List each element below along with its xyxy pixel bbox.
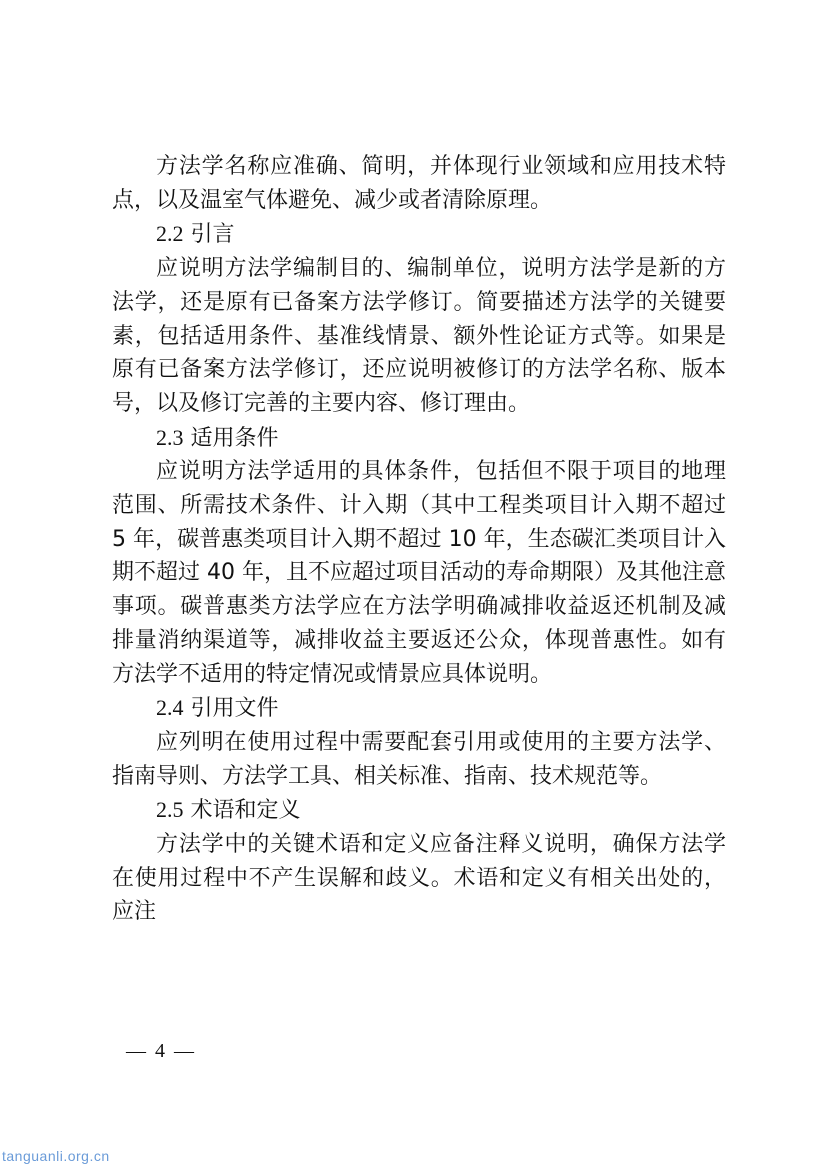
paragraph-method-name: 方法学名称应准确、简明，并体现行业领域和应用技术特点，以及温室气体避免、减少或者清除原理。 <box>112 154 726 213</box>
section-number: 2.5 <box>156 797 184 823</box>
section-number: 2.3 <box>156 424 184 450</box>
page-number: — 4 — <box>126 1040 196 1062</box>
section-heading-2-5 <box>112 793 726 828</box>
section-title: 适用条件 <box>190 425 279 451</box>
paragraph-applicability: 应说明方法学适用的具体条件，包括但不限于项目的地理范围、所需技术条件、计入期（其中工程类项目计入期不超过 5 年，碳普惠类项目计入期不超过 10 年，生态碳汇类项目计入期不超过 40 年，且不应超过项目活动的寿命期限）及其他注意事项。碳普惠类方法学应在方法学明确减排收益返还机制及减排量消纳渠道等，减排收益主要返还公众，体现普惠性。如有方法学不适用的特定情况或情景应具体说明。 <box>112 459 726 687</box>
paragraph-introduction: 应说明方法学编制目的、编制单位，说明方法学是新的方法学，还是原有已备案方法学修订。简要描述方法学的关键要素，包括适用条件、基准线情景、额外性论证方式等。如果是原有已备案方法学修订，还应说明被修订的方法学名称、版本号，以及修订完善的主要内容、修订理由。 <box>112 256 726 416</box>
document-body <box>112 150 726 929</box>
section-number: 2.2 <box>156 221 184 247</box>
paragraph-terms: 方法学中的关键术语和定义应备注释义说明，确保方法学在使用过程中不产生误解和歧义。术语和定义有相关出处的，应注 <box>112 832 726 925</box>
paragraph-references: 应列明在使用过程中需要配套引用或使用的主要方法学、指南导则、方法学工具、相关标准、指南、技术规范等。 <box>112 729 726 789</box>
section-title: 术语和定义 <box>190 798 301 824</box>
section-heading-2-2 <box>112 217 726 252</box>
section-heading-2-4 <box>112 691 726 726</box>
section-number: 2.4 <box>156 695 184 721</box>
section-title: 引言 <box>190 222 235 248</box>
section-heading-2-3 <box>112 421 726 456</box>
section-title: 引用文件 <box>190 696 279 722</box>
watermark-text: tanguanli.org.cn <box>2 1148 110 1164</box>
